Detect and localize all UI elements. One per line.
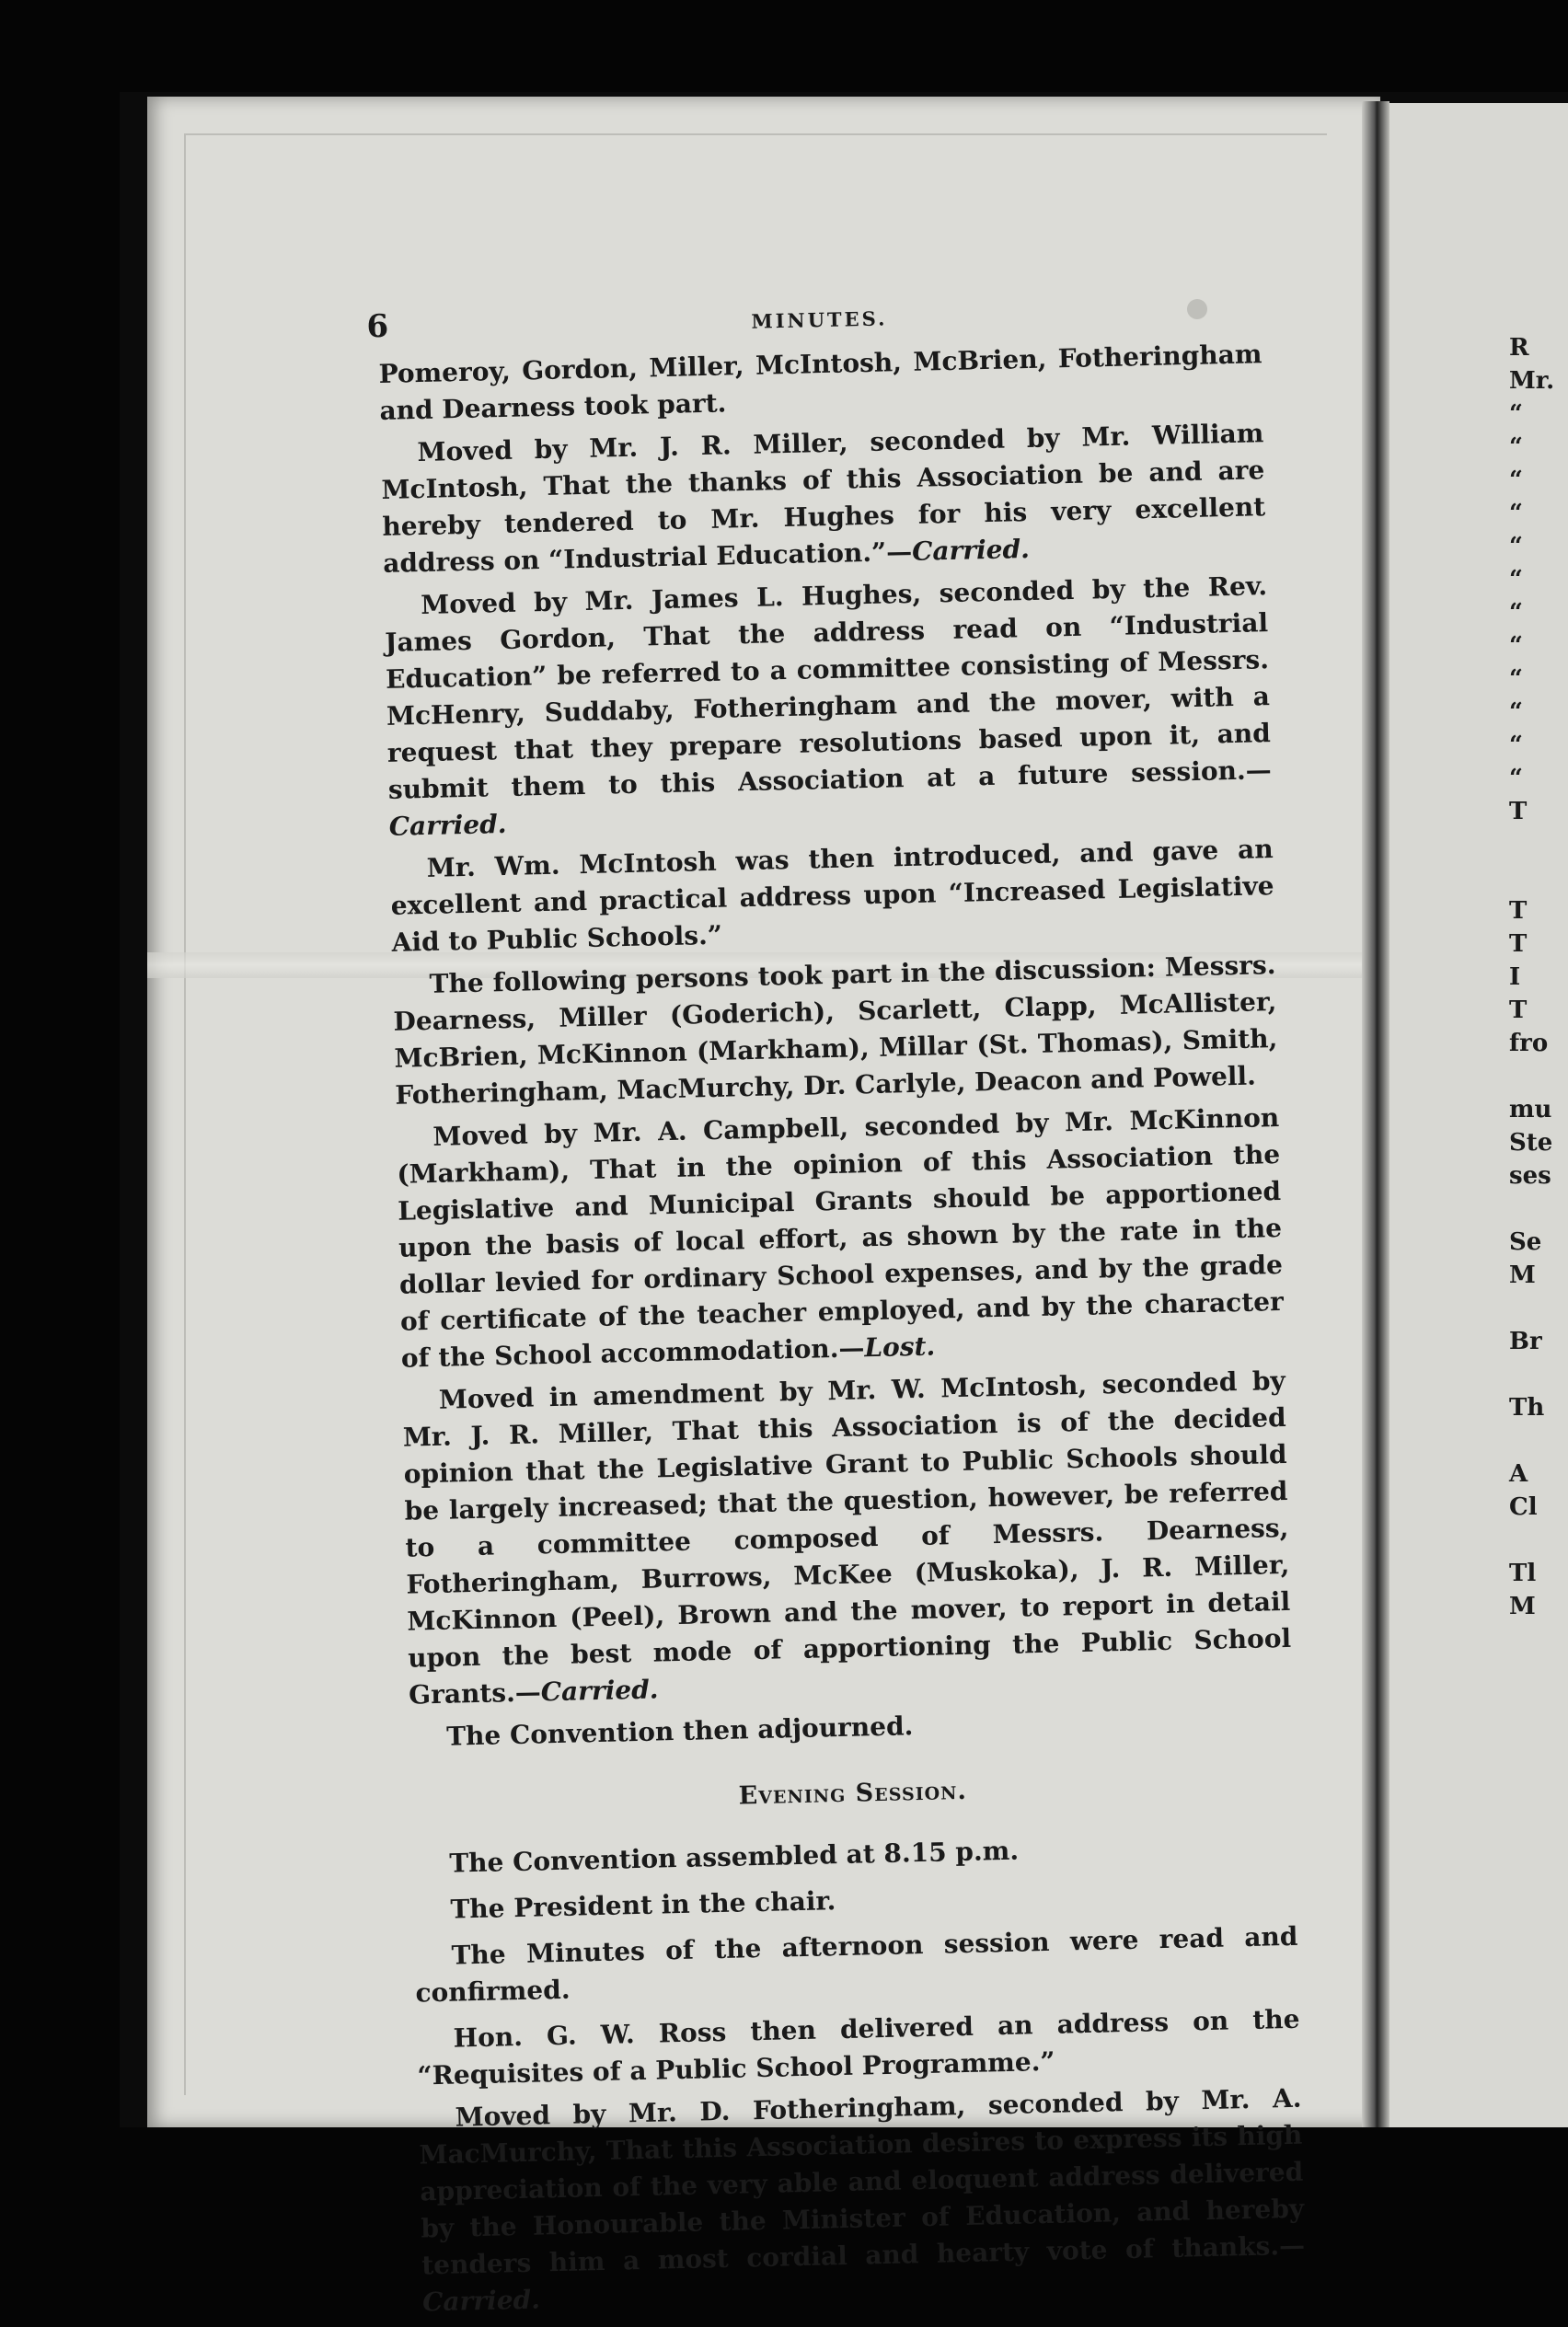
right-page-fragment: “ <box>1509 566 1523 593</box>
motion-result: Carried. <box>911 533 1031 567</box>
right-page-fragment: fro <box>1509 1030 1549 1057</box>
right-page-fragment <box>1509 1524 1568 1557</box>
paragraph-text: The Convention then adjourned. <box>445 1711 914 1752</box>
page-number: 6 <box>366 307 389 346</box>
right-page-fragment <box>1509 1292 1568 1325</box>
right-page-fragment: “ <box>1509 632 1523 660</box>
paragraph-text: Moved by Mr. J. R. Miller, seconded by Mr. William McIntosh, That the thanks of this Association be and are hereby tendered to Mr. Hughes for his very excellent address on “Industrial Education.”— <box>381 418 1266 579</box>
right-page-fragment: R <box>1509 334 1529 362</box>
right-page-fragments <box>1509 331 1568 1623</box>
right-page-fragment: Br <box>1509 1328 1542 1355</box>
right-page-fragment: T <box>1509 996 1528 1024</box>
right-page-fragment: Cl <box>1509 1493 1538 1521</box>
paragraph <box>396 1100 1285 1377</box>
right-page-fragment <box>1509 1060 1568 1093</box>
paragraph <box>384 568 1273 846</box>
section-heading: Evening Session. <box>738 1776 968 1811</box>
paragraph <box>418 2080 1306 2321</box>
right-page-fragment: M <box>1509 1261 1536 1289</box>
paragraph-text: Moved by Mr. James L. Hughes, seconded by the Rev. James Gordon, That the address read on “Industrial Education” be referred to a committee consisting of Messrs. McHenry, Suddaby, Fotheringham and the mover, with a request that they prepare resolutions based upon it, and submit them to this Association at a future session.— <box>384 570 1273 805</box>
page-text <box>366 288 1307 2326</box>
right-page-fragment: “ <box>1509 467 1523 494</box>
paragraph-text: The President in the chair. <box>450 1885 836 1925</box>
right-page-fragment: “ <box>1509 765 1523 792</box>
right-page-fragment: M <box>1509 1593 1536 1620</box>
body-blocks <box>378 336 1306 2321</box>
right-page-fragment: T <box>1509 798 1528 825</box>
motion-result: Lost. <box>864 1331 936 1364</box>
book-gutter <box>1362 101 1389 2127</box>
right-page-fragment <box>1509 1358 1568 1391</box>
right-page-fragment: “ <box>1509 433 1523 461</box>
right-page-fragment <box>1509 861 1568 894</box>
paragraph-text: The Convention assembled at 8.15 p.m. <box>448 1835 1020 1879</box>
motion-result: Carried. <box>540 1674 659 1708</box>
paragraph-text: The Minutes of the afternoon session were read and confirmed. <box>415 1920 1298 2009</box>
right-page-fragment: mu <box>1509 1096 1552 1123</box>
right-page-fragment: “ <box>1509 400 1523 428</box>
motion-result: Carried. <box>388 808 507 842</box>
paragraph <box>416 2001 1301 2095</box>
paragraph-text: Mr. Wm. McIntosh was then introduced, and gave an excellent and practical address upon “Increased Legislative Aid to Public Schools.” <box>390 834 1274 958</box>
paragraph-text: Moved by Mr. A. Campbell, seconded by Mr. McKinnon (Markham), That in the opinion of this Association the Legislative and Municipal Grants should be apportioned upon the basis of local effort, as shown by the rate in the dollar levied for ordinary School expenses, and by the grade of certificate of the teacher employed, and by the character of the School accommodation.— <box>396 1101 1285 1374</box>
motion-result: Carried. <box>421 2284 541 2318</box>
right-page-fragment: “ <box>1509 732 1523 759</box>
right-page-fragment: “ <box>1509 599 1523 627</box>
right-page-fragment: Ste <box>1509 1129 1553 1157</box>
right-page-fragment: T <box>1509 897 1528 925</box>
right-page-fragment: I <box>1509 963 1521 991</box>
paragraph-text: The following persons took part in the discussion: Messrs. Dearness, Miller (Goderich), Scarlett, Clapp, McAllister, McBrien, McKinnon (Markham), Millar (St. Thomas), Smith, Fotheringham, MacMurchy, Dr. Carlyle, Deacon and Powell. <box>393 950 1278 1111</box>
right-page-fragment <box>1509 1424 1568 1457</box>
right-page-fragment: Se <box>1509 1228 1542 1256</box>
paragraph-text: Pomeroy, Gordon, Miller, McIntosh, McBrien, Fotheringham and Dearness took part. <box>378 339 1262 426</box>
right-page-fragment: Th <box>1509 1394 1545 1422</box>
right-page-fragment: Tl <box>1509 1560 1537 1587</box>
right-page-fragment: “ <box>1509 533 1523 560</box>
running-head: MINUTES. <box>751 306 888 333</box>
right-page-fragment: A <box>1509 1460 1528 1488</box>
right-page-fragment <box>1509 828 1568 861</box>
right-page-fragment: “ <box>1509 665 1523 693</box>
paragraph-text: Moved by Mr. D. Fotheringham, seconded by Mr. A. MacMurchy, That this Association desires to express its high appreciation of the very able and eloquent address delivered by the Honourable the Minister of Education, and hereby tenders him a most cordial and hearty vote of thanks.— <box>419 2082 1306 2281</box>
right-page-fragment: ses <box>1509 1162 1551 1190</box>
paragraph <box>392 947 1278 1114</box>
paragraph <box>380 415 1266 582</box>
paragraph-text: Moved in amendment by Mr. W. McIntosh, seconded by Mr. J. R. Miller, That this Association is of the decided opinion that the Legislative Grant to Public Schools should be largely increased; that the question, however, be referred to a committee composed of Messrs. Dearness, Fotheringham, Burrows, McKee (Muskoka), J. R. Miller, McKinnon (Peel), Brown and the mover, to report in detail upon the best mode of apportioning the Public School Grants.— <box>402 1365 1292 1711</box>
right-page-fragment: T <box>1509 930 1528 958</box>
right-page-fragment: “ <box>1509 500 1523 527</box>
paragraph-text: Hon. G. W. Ross then delivered an address on the “Requisites of a Public School Programme.” <box>417 2003 1300 2091</box>
paragraph <box>401 1363 1292 1714</box>
right-page-fragment <box>1509 1192 1568 1226</box>
paragraph <box>378 336 1263 430</box>
minute-line <box>414 1918 1299 2012</box>
right-page-fragment: Mr. <box>1509 367 1555 395</box>
paragraph <box>389 831 1274 962</box>
right-page-fragment: “ <box>1509 698 1523 726</box>
